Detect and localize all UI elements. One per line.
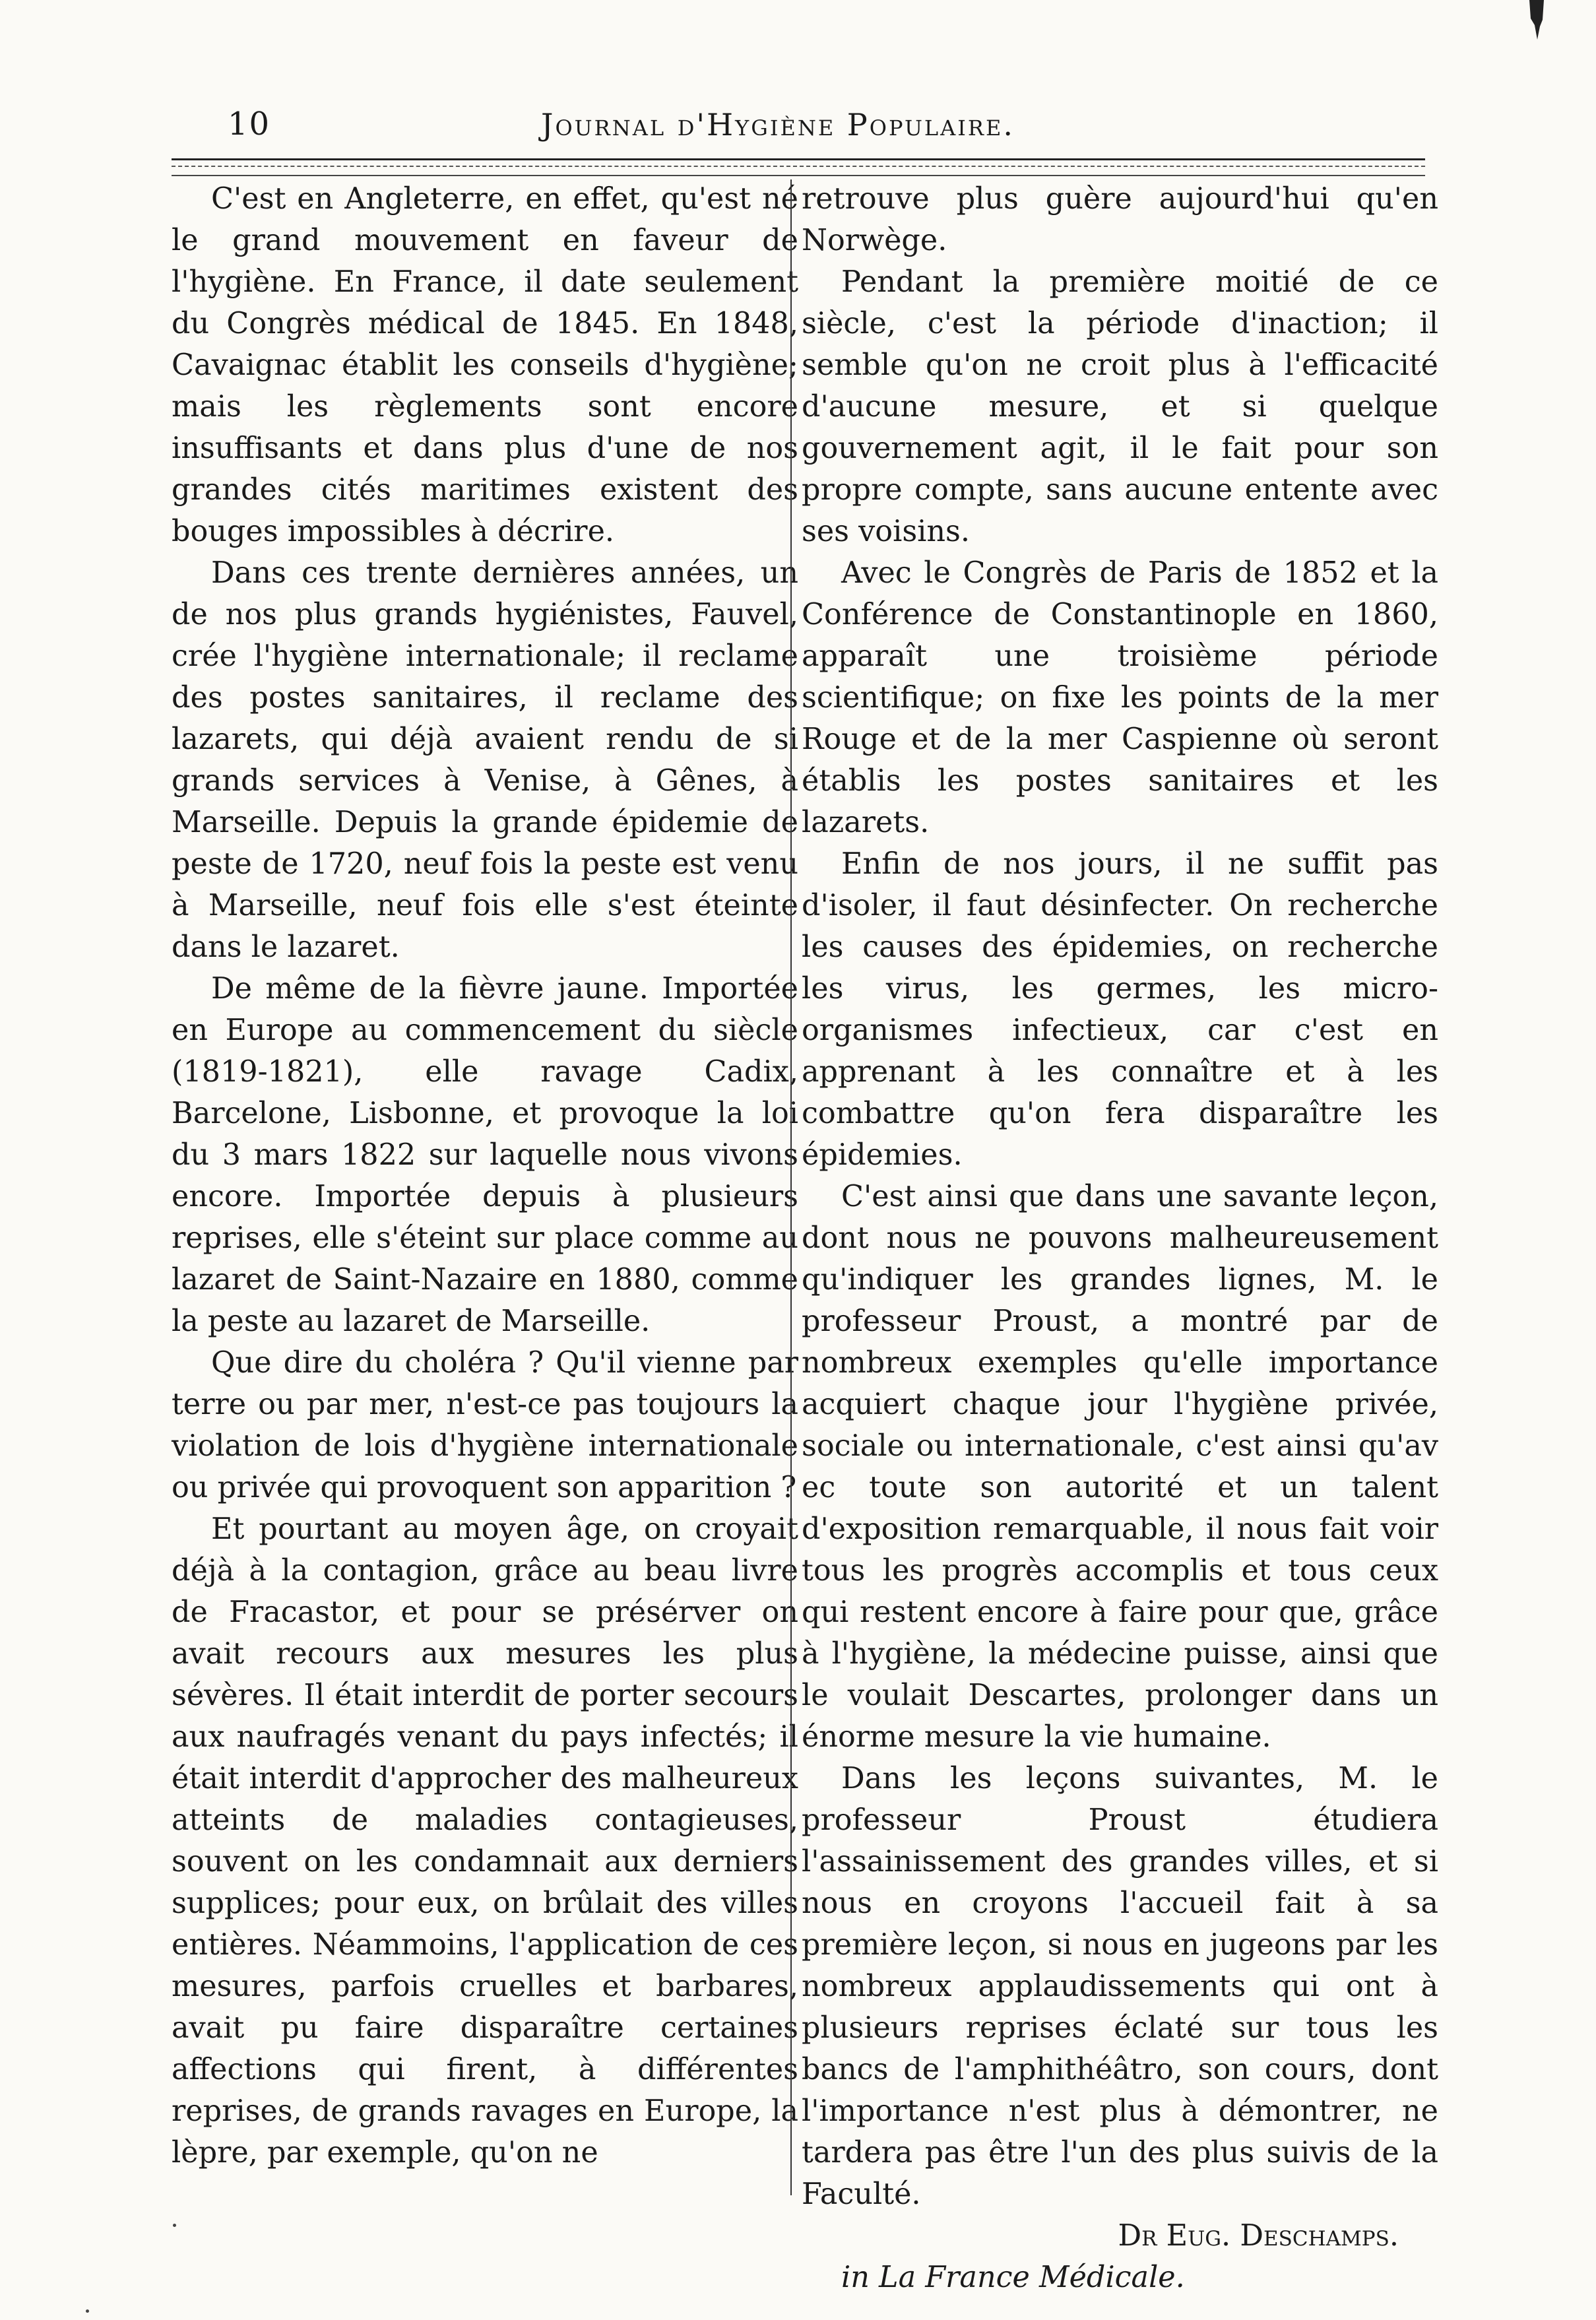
page-number: 10 [228,106,271,143]
paragraph: C'est ainsi que dans une savante leçon, dont nous ne pouvons malheureusement qu'indiquer les grandes lignes, M. le professeur Proust, a montré par de nombreux exemples qu'elle importance acquiert chaque jour l'hygiène privée, sociale ou internationale, c'est ainsi qu'av ec toute son autorité et un talent d'exposition remarquable, il nous fait voir tous les progrès accomplis et tous ceux qui restent encore à faire pour que, grâce à l'hygiène, la médecine puisse, ainsi que le voulait Descartes, prolonger dans un énorme mesure la vie humaine. [802,1180,1438,1754]
running-title: Journal d'Hygiène Populaire. [541,107,1015,143]
paragraph: Avec le Congrès de Paris de 1852 et la Conférence de Constantinople en 1860, apparaît une troisième période scientifique; on fixe les points de la mer Rouge et de la mer Caspienne où seront établis les postes sanitaires et les lazarets. [802,556,1438,839]
paragraph: Pendant la première moitié de ce siècle, c'est la période d'inaction; il semble qu'on ne croit plus à l'efficacité d'aucune mesure, et si quelque gouvernement agit, il le fait pour son propre compte, sans aucune entente avec ses voisins. [802,265,1438,548]
signature-source: in La France Médicale. [841,2261,1185,2294]
column-divider [790,179,792,2195]
paragraph: Dans les leçons suivantes, M. le professeur Proust étudiera l'assainissement des grandes villes, et si nous en croyons l'accueil fait à sa première leçon, si nous en jugeons par les nombreux applaudissements qui ont à plusieurs reprises éclaté sur tous les bancs de l'amphithéâtro, son cours, dont l'importance n'est plus à démontrer, ne tardera pas être l'un des plus suivis de la Faculté. [802,1762,1438,2211]
ink-speck [173,2224,176,2227]
right-column [802,178,1438,2298]
paragraph: Dans ces trente dernières années, un de nos plus grands hygiénistes, Fauvel, crée l'hygiène internationale; il reclame des postes sanitaires, il reclame des lazarets, qui déjà avaient rendu de si grands services à Venise, à Gênes, à Marseille. Depuis la grande épidemie de peste de 1720, neuf fois la peste est venu à Marseille, neuf fois elle s'est éteinte dans le lazaret. [172,556,798,964]
signature-author: Dr Eug. Deschamps. [1118,2219,1399,2253]
left-column [172,178,798,2174]
paragraph: Enfin de nos jours, il ne suffit pas d'isoler, il faut désinfecter. On recherche les causes des épidemies, on recherche les virus, les germes, les micro-organismes infectieux, car c'est en apprenant à les connaître et à les combattre qu'on fera disparaître les épidemies. [802,847,1438,1172]
corner-mark [1527,0,1547,53]
paragraph: Et pourtant au moyen âge, on croyait déjà à la contagion, grâce au beau livre de Fracastor, et pour se présérver on avait recours aux mesures les plus sévères. Il était interdit de porter secours aux naufragés venant du pays infectés; il était interdit d'approcher des malheureux atteints de maladies contagieuses, souvent on les condamnait aux derniers supplices; pour eux, on brûlait des villes entières. Néammoins, l'application de ces mesures, parfois cruelles et barbares, avait pu faire disparaître certaines affections qui firent, à différentes reprises, de grands ravages en Europe, la lèpre, par exemple, qu'on ne [172,1512,798,2170]
header-rule [172,158,1425,176]
paragraph: retrouve plus guère aujourd'hui qu'en Norwège. [802,182,1438,257]
paragraph: C'est en Angleterre, en effet, qu'est né le grand mouvement en faveur de l'hygiène. En France, il date seulement du Congrès médical de 1845. En 1848, Cavaignac établit les conseils d'hygiène; mais les règlements sont encore insuffisants et dans plus d'une de nos grandes cités maritimes existent des bouges impossibles à décrire. [172,182,798,548]
signature-line [802,2215,1438,2257]
paragraph: De même de la fièvre jaune. Importée en Europe au commencement du siècle (1819-1821), elle ravage Cadix, Barcelone, Lisbonne, et provoque la loi du 3 mars 1822 sur laquelle nous vivons encore. Importée depuis à plusieurs reprises, elle s'éteint sur place comme au lazaret de Saint-Nazaire en 1880, comme la peste au lazaret de Marseille. [172,972,798,1338]
ink-speck [86,2309,89,2313]
paragraph: Que dire du choléra ? Qu'il vienne par terre ou par mer, n'est-ce pas toujours la violation de lois d'hygiène internationale ou privée qui provoquent son apparition ? [172,1346,798,1504]
